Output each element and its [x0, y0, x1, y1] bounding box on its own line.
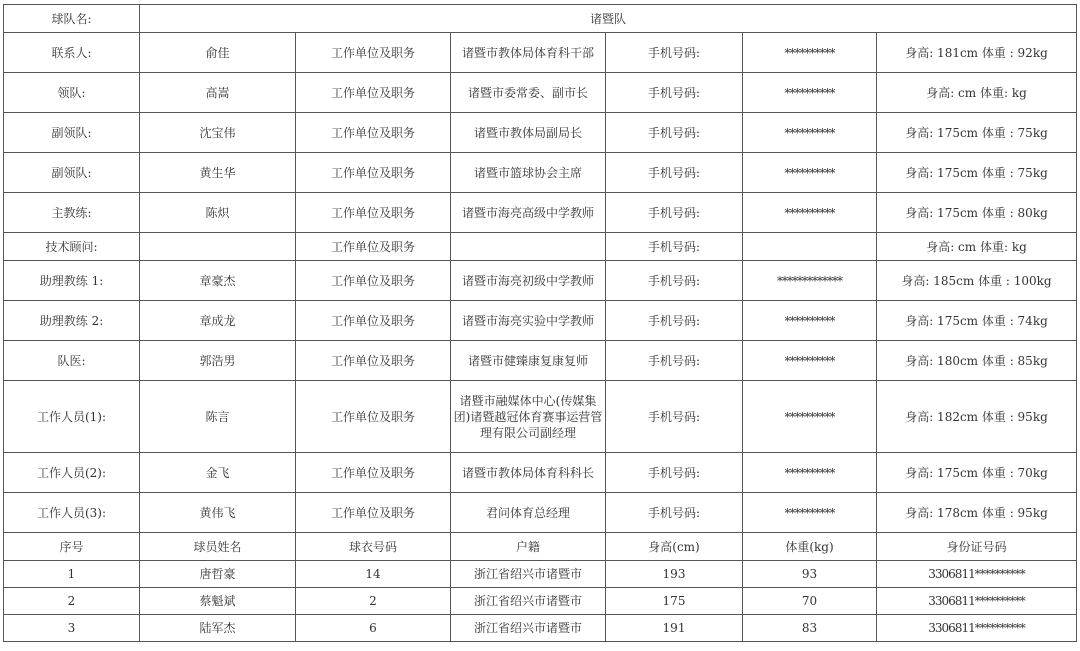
staff-row — [4, 233, 1077, 261]
staff-role: 领队: — [4, 73, 140, 113]
staff-role: 副领队: — [4, 113, 140, 153]
staff-row — [4, 113, 1077, 153]
staff-row — [4, 493, 1077, 533]
header-height: 身高(cm) — [606, 533, 743, 561]
staff-phone: ********** — [743, 453, 877, 493]
staff-role: 联系人: — [4, 33, 140, 73]
staff-body-metrics: 身高: cm 体重: kg — [877, 233, 1077, 261]
staff-name: 陈言 — [140, 381, 296, 453]
staff-phone: ********** — [743, 493, 877, 533]
staff-unit: 诸暨市海亮初级中学教师 — [451, 261, 606, 301]
player-id-number: 3306811********** — [877, 561, 1077, 588]
unit-label: 工作单位及职务 — [296, 341, 451, 381]
phone-label: 手机号码: — [606, 33, 743, 73]
staff-body-metrics: 身高: 181cm 体重 : 92kg — [877, 33, 1077, 73]
phone-label: 手机号码: — [606, 113, 743, 153]
staff-body-metrics: 身高: 182cm 体重 : 95kg — [877, 381, 1077, 453]
staff-phone: ********** — [743, 341, 877, 381]
staff-phone: ********** — [743, 153, 877, 193]
staff-name: 郭浩男 — [140, 341, 296, 381]
staff-phone: ************* — [743, 261, 877, 301]
staff-role: 助理教练 2: — [4, 301, 140, 341]
player-number: 1 — [4, 561, 140, 588]
staff-name: 章成龙 — [140, 301, 296, 341]
staff-name: 金飞 — [140, 453, 296, 493]
unit-label: 工作单位及职务 — [296, 73, 451, 113]
header-hukou: 户籍 — [451, 533, 606, 561]
player-id-number: 3306811********** — [877, 615, 1077, 642]
player-height: 193 — [606, 561, 743, 588]
staff-role: 工作人员(3): — [4, 493, 140, 533]
player-row — [4, 561, 1077, 588]
header-weight: 体重(kg) — [743, 533, 877, 561]
player-hukou: 浙江省绍兴市诸暨市 — [451, 615, 606, 642]
staff-body-metrics: 身高: cm 体重: kg — [877, 73, 1077, 113]
phone-label: 手机号码: — [606, 73, 743, 113]
phone-label: 手机号码: — [606, 381, 743, 453]
staff-phone: ********** — [743, 381, 877, 453]
staff-unit: 诸暨市教体局体育科干部 — [451, 33, 606, 73]
player-height: 191 — [606, 615, 743, 642]
staff-phone: ********** — [743, 73, 877, 113]
staff-body-metrics: 身高: 185cm 体重 : 100kg — [877, 261, 1077, 301]
staff-row — [4, 73, 1077, 113]
staff-row — [4, 301, 1077, 341]
staff-unit: 诸暨市融媒体中心(传媒集团)诸暨越冠体育赛事运营管理有限公司副经理 — [451, 381, 606, 453]
player-weight: 70 — [743, 588, 877, 615]
player-name: 陆军杰 — [140, 615, 296, 642]
phone-label: 手机号码: — [606, 233, 743, 261]
staff-role: 工作人员(1): — [4, 381, 140, 453]
phone-label: 手机号码: — [606, 453, 743, 493]
staff-row — [4, 33, 1077, 73]
staff-role: 工作人员(2): — [4, 453, 140, 493]
staff-body-metrics: 身高: 175cm 体重 : 74kg — [877, 301, 1077, 341]
staff-unit: 诸暨市教体局副局长 — [451, 113, 606, 153]
staff-unit — [451, 233, 606, 261]
staff-body-metrics: 身高: 178cm 体重 : 95kg — [877, 493, 1077, 533]
staff-name: 沈宝伟 — [140, 113, 296, 153]
staff-phone: ********** — [743, 113, 877, 153]
staff-name — [140, 233, 296, 261]
player-row — [4, 615, 1077, 642]
staff-row — [4, 153, 1077, 193]
player-header-row — [4, 533, 1077, 561]
player-weight: 83 — [743, 615, 877, 642]
staff-unit: 诸暨市教体局体育科科长 — [451, 453, 606, 493]
phone-label: 手机号码: — [606, 261, 743, 301]
player-id-number: 3306811********** — [877, 588, 1077, 615]
staff-name: 陈炽 — [140, 193, 296, 233]
player-hukou: 浙江省绍兴市诸暨市 — [451, 588, 606, 615]
unit-label: 工作单位及职务 — [296, 113, 451, 153]
player-jersey: 6 — [296, 615, 451, 642]
player-jersey: 2 — [296, 588, 451, 615]
phone-label: 手机号码: — [606, 193, 743, 233]
staff-unit: 君问体育总经理 — [451, 493, 606, 533]
phone-label: 手机号码: — [606, 493, 743, 533]
team-roster-table — [3, 4, 1077, 642]
phone-label: 手机号码: — [606, 153, 743, 193]
player-row — [4, 588, 1077, 615]
team-name-row — [4, 5, 1077, 33]
unit-label: 工作单位及职务 — [296, 33, 451, 73]
unit-label: 工作单位及职务 — [296, 153, 451, 193]
staff-name: 章豪杰 — [140, 261, 296, 301]
staff-phone: ********** — [743, 301, 877, 341]
staff-body-metrics: 身高: 175cm 体重 : 75kg — [877, 113, 1077, 153]
staff-name: 高嵩 — [140, 73, 296, 113]
unit-label: 工作单位及职务 — [296, 493, 451, 533]
player-number: 2 — [4, 588, 140, 615]
staff-role: 助理教练 1: — [4, 261, 140, 301]
unit-label: 工作单位及职务 — [296, 233, 451, 261]
team-name: 诸暨队 — [140, 5, 1077, 33]
staff-body-metrics: 身高: 175cm 体重 : 70kg — [877, 453, 1077, 493]
player-hukou: 浙江省绍兴市诸暨市 — [451, 561, 606, 588]
staff-row — [4, 341, 1077, 381]
unit-label: 工作单位及职务 — [296, 453, 451, 493]
player-number: 3 — [4, 615, 140, 642]
staff-body-metrics: 身高: 180cm 体重 : 85kg — [877, 341, 1077, 381]
header-player-name: 球员姓名 — [140, 533, 296, 561]
staff-role: 主教练: — [4, 193, 140, 233]
unit-label: 工作单位及职务 — [296, 301, 451, 341]
staff-row — [4, 261, 1077, 301]
unit-label: 工作单位及职务 — [296, 381, 451, 453]
staff-body-metrics: 身高: 175cm 体重 : 80kg — [877, 193, 1077, 233]
staff-row — [4, 381, 1077, 453]
player-jersey: 14 — [296, 561, 451, 588]
staff-row — [4, 193, 1077, 233]
header-number: 序号 — [4, 533, 140, 561]
staff-name: 俞佳 — [140, 33, 296, 73]
unit-label: 工作单位及职务 — [296, 261, 451, 301]
player-name: 蔡魁斌 — [140, 588, 296, 615]
staff-row — [4, 453, 1077, 493]
staff-role: 技术顾问: — [4, 233, 140, 261]
staff-name: 黄生华 — [140, 153, 296, 193]
staff-body-metrics: 身高: 175cm 体重 : 75kg — [877, 153, 1077, 193]
staff-role: 副领队: — [4, 153, 140, 193]
staff-unit: 诸暨市委常委、副市长 — [451, 73, 606, 113]
player-weight: 93 — [743, 561, 877, 588]
staff-unit: 诸暨市海亮高级中学教师 — [451, 193, 606, 233]
staff-unit: 诸暨市海亮实验中学教师 — [451, 301, 606, 341]
staff-phone — [743, 233, 877, 261]
staff-name: 黄伟飞 — [140, 493, 296, 533]
staff-unit: 诸暨市篮球协会主席 — [451, 153, 606, 193]
staff-phone: ********** — [743, 193, 877, 233]
staff-phone: ********** — [743, 33, 877, 73]
staff-role: 队医: — [4, 341, 140, 381]
player-name: 唐哲豪 — [140, 561, 296, 588]
team-name-label: 球队名: — [4, 5, 140, 33]
header-id-number: 身份证号码 — [877, 533, 1077, 561]
phone-label: 手机号码: — [606, 341, 743, 381]
staff-unit: 诸暨市健臻康复康复师 — [451, 341, 606, 381]
unit-label: 工作单位及职务 — [296, 193, 451, 233]
header-jersey: 球衣号码 — [296, 533, 451, 561]
phone-label: 手机号码: — [606, 301, 743, 341]
player-height: 175 — [606, 588, 743, 615]
